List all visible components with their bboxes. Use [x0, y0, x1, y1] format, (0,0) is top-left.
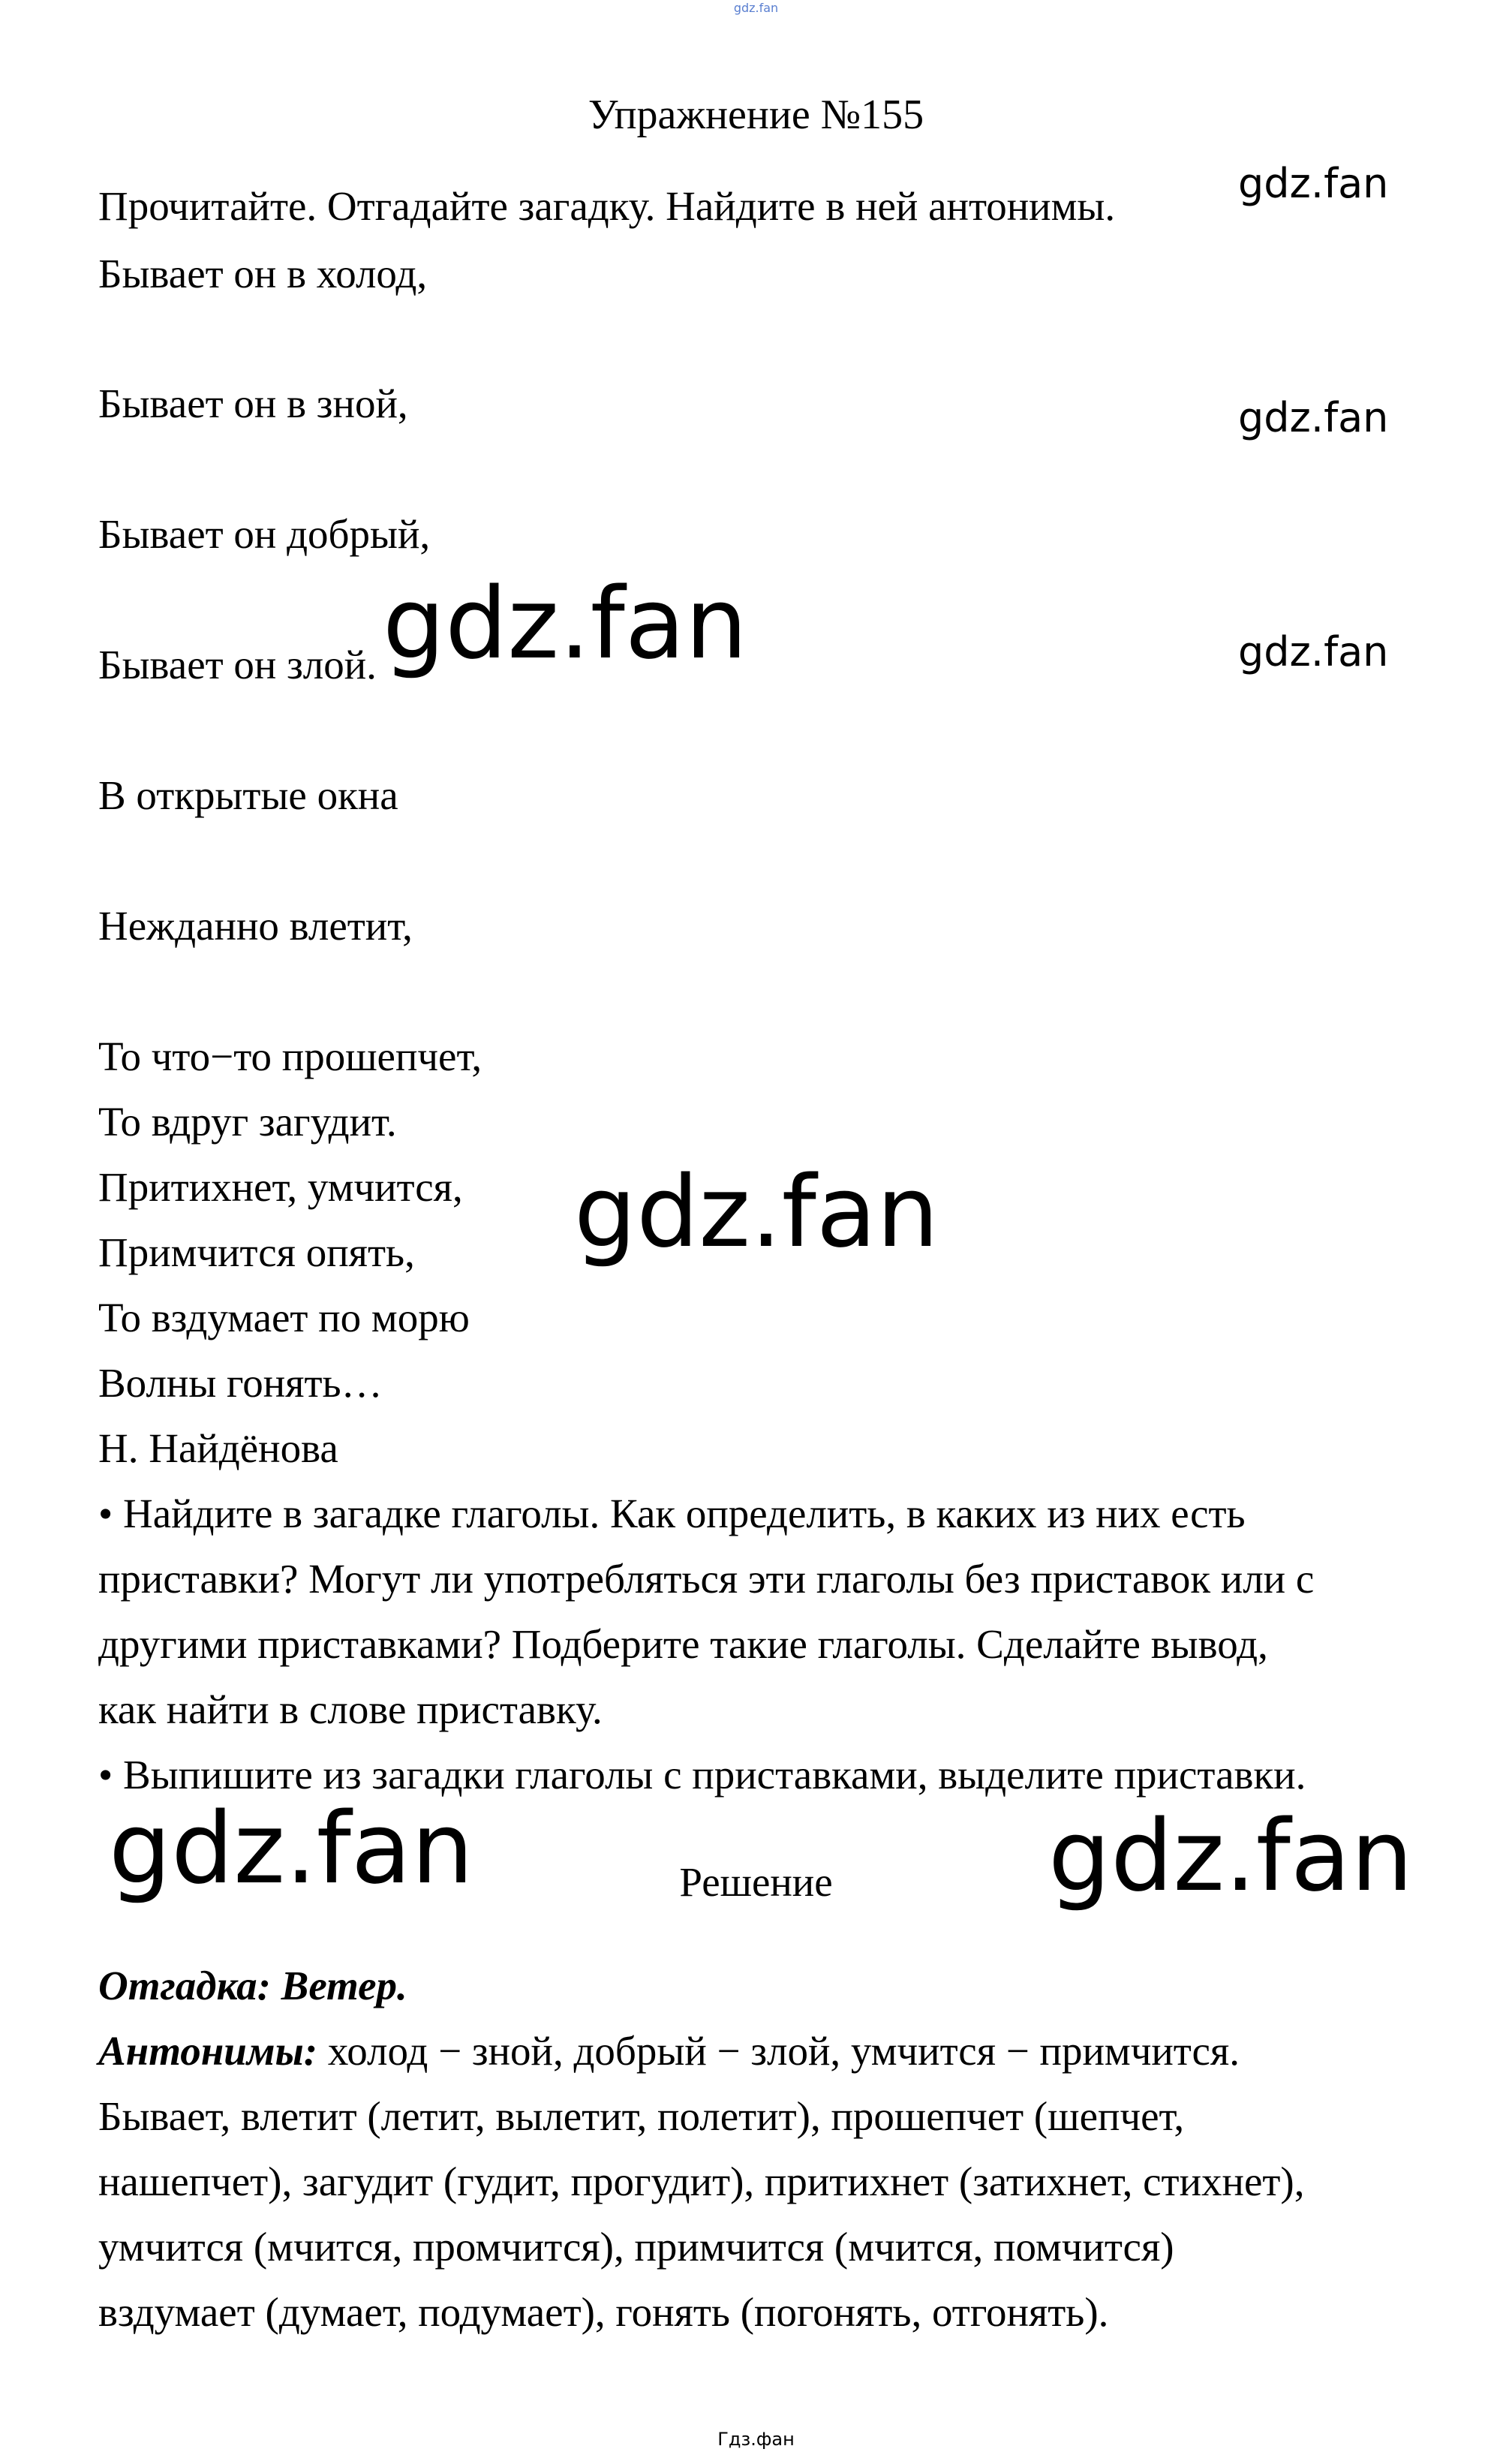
- top-site-mark[interactable]: gdz.fan: [733, 1, 779, 15]
- question-1-line-2: приставки? Могут ли употребляться эти глаголы без приставок или с: [98, 1556, 1315, 1602]
- watermark: gdz.fan: [1238, 394, 1389, 441]
- riddle-line-8: То вдруг загудит.: [98, 1099, 397, 1145]
- watermark: gdz.fan: [383, 566, 748, 681]
- riddle-line-12: Волны гонять…: [98, 1360, 383, 1406]
- watermark: gdz.fan: [1238, 160, 1389, 207]
- riddle-line-7: То что−то прошепчет,: [98, 1033, 482, 1079]
- watermark: gdz.fan: [1238, 628, 1389, 675]
- riddle-line-1: Бывает он в холод,: [98, 251, 428, 296]
- verbs-line-4: вздумает (думает, подумает), гонять (погонять, отгонять).: [98, 2289, 1109, 2335]
- riddle-line-9: Притихнет, умчится,: [98, 1164, 463, 1210]
- task-instruction: Прочитайте. Отгадайте загадку. Найдите в ней антонимы.: [98, 183, 1116, 229]
- riddle-author: Н. Найдёнова: [98, 1425, 338, 1471]
- riddle-line-5: В открытые окна: [98, 772, 398, 818]
- riddle-answer: Отгадка: Ветер.: [98, 1963, 407, 2008]
- watermark: gdz.fan: [109, 1791, 474, 1906]
- antonyms-text: холод − зной, добрый − злой, умчится − примчится.: [317, 2028, 1240, 2074]
- watermark: gdz.fan: [1048, 1798, 1414, 1913]
- question-1-line-4: как найти в слове приставку.: [98, 1686, 603, 1732]
- verbs-line-3: умчится (мчится, промчится), примчится (мчится, помчится): [98, 2224, 1174, 2270]
- antonyms-line: [98, 2025, 1240, 2077]
- solution-heading: Решение: [679, 1859, 833, 1905]
- question-2: • Выпишите из загадки глаголы с приставками, выделите приставки.: [98, 1752, 1306, 1798]
- exercise-title: Упражнение №155: [588, 92, 924, 138]
- verbs-line-1: Бывает, влетит (летит, вылетит, полетит), прошепчет (шепчет,: [98, 2093, 1185, 2139]
- riddle-line-10: Примчится опять,: [98, 1229, 415, 1275]
- question-1-line-1: • Найдите в загадке глаголы. Как определить, в каких из них есть: [98, 1491, 1246, 1536]
- antonyms-label: Антонимы:: [98, 2028, 318, 2074]
- question-1-line-3: другими приставками? Подберите такие глаголы. Сделайте вывод,: [98, 1621, 1268, 1667]
- riddle-line-4: Бывает он злой.: [98, 642, 377, 687]
- riddle-line-11: То вздумает по морю: [98, 1295, 470, 1340]
- footer-site-name[interactable]: Гдз.фан: [717, 2429, 795, 2450]
- verbs-line-2: нашепчет), загудит (гудит, прогудит), притихнет (затихнет, стихнет),: [98, 2159, 1305, 2204]
- watermark: gdz.fan: [574, 1154, 939, 1269]
- riddle-line-2: Бывает он в зной,: [98, 381, 408, 426]
- riddle-line-6: Нежданно влетит,: [98, 903, 413, 949]
- riddle-line-3: Бывает он добрый,: [98, 511, 431, 557]
